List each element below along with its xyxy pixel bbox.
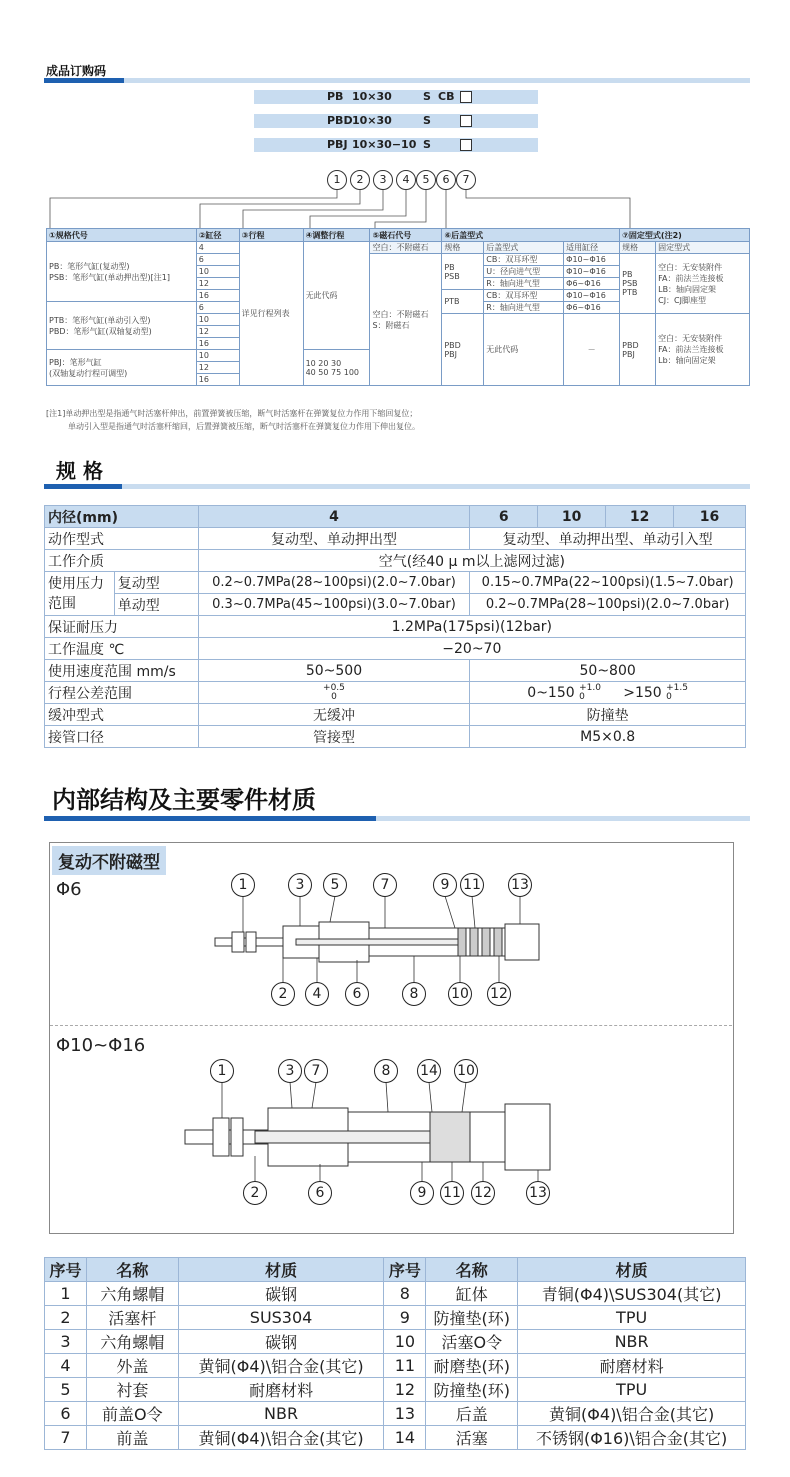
order-model-1: PB	[327, 90, 344, 103]
order-title: 成品订购码	[46, 64, 107, 78]
spec-pressure-single-label: 单动型	[114, 594, 198, 616]
spec-th-6: 6	[470, 506, 538, 528]
callout-a-bottom: 12	[487, 982, 511, 1006]
order-model-2: PBD	[327, 114, 353, 127]
spec-tolerance-label: 行程公差范围	[45, 682, 199, 704]
callout-a-bottom: 10	[448, 982, 472, 1006]
order-cap-spec-3: PBD PBJ	[442, 314, 484, 386]
spec-tolerance-b-lower: 0	[579, 691, 585, 702]
callout-b-top: 10	[454, 1059, 478, 1083]
order-model-group-1: PB：笔形气缸(复动型) PSB：笔形气缸(单动押出型)[注1]	[47, 242, 197, 302]
callout-a-top: 11	[460, 873, 484, 897]
order-cap-item: R：轴向进气型	[484, 302, 564, 314]
spec-tolerance-a-lower: 0	[331, 691, 337, 702]
order-cap-item: CB：双耳环型	[484, 254, 564, 266]
parts-th-material: 材质	[178, 1258, 384, 1282]
order-stroke: 详见行程列表	[239, 242, 303, 386]
parts-cell: 11	[384, 1354, 426, 1378]
callout-b-top: 7	[304, 1059, 328, 1083]
structure-panel-title: 复动不附磁型	[52, 846, 166, 875]
order-th-mount: ⑦固定型式(注2)	[620, 229, 750, 242]
spec-medium-value: 空气(经40 μ m以上滤网过滤)	[198, 550, 745, 572]
parts-cell: 前盖	[86, 1426, 178, 1450]
order-bore: 10	[196, 266, 239, 278]
callout-a-top: 3	[288, 873, 312, 897]
parts-cell: 后盖	[426, 1402, 518, 1426]
parts-th-no-2: 序号	[384, 1258, 426, 1282]
spec-tolerance-a-upper: +0.5	[323, 682, 345, 693]
order-bore: 6	[196, 254, 239, 266]
parts-cell: 3	[45, 1330, 87, 1354]
order-circle-1: 1	[327, 170, 347, 190]
spec-th-10: 10	[538, 506, 606, 528]
order-th-adjust: ④调整行程	[303, 229, 370, 242]
spec-cushion-b: 防撞垫	[470, 704, 746, 726]
order-cap-spec-2: PTB	[442, 290, 484, 314]
structure-title: 内部结构及主要零件材质	[52, 786, 316, 814]
spec-speed-label: 使用速度范围 mm/s	[45, 660, 199, 682]
callout-a-bottom: 2	[271, 982, 295, 1006]
callout-a-bottom: 4	[305, 982, 329, 1006]
parts-cell: 防撞垫(环)	[426, 1306, 518, 1330]
order-magnet-sub: 空白：不附磁石	[370, 242, 442, 254]
order-model-group-3: PBJ：笔形气缸 (双轴复动行程可调型)	[47, 350, 197, 386]
spec-th-4: 4	[198, 506, 470, 528]
order-s-1: S	[423, 90, 431, 103]
order-mount-spec-1: PB PSB PTB	[620, 254, 656, 314]
order-size-3: 10×30−10	[352, 138, 417, 151]
spec-speed-b: 50~800	[470, 660, 746, 682]
order-bore: 12	[196, 362, 239, 374]
order-mount-spec-2: PBD PBJ	[620, 314, 656, 386]
spec-cushion-label: 缓冲型式	[45, 704, 199, 726]
parts-cell: 碳钢	[178, 1330, 384, 1354]
parts-cell: 6	[45, 1402, 87, 1426]
order-cap-bore: －	[564, 314, 620, 386]
callout-b-top: 1	[210, 1059, 234, 1083]
spec-proof-label: 保证耐压力	[45, 616, 199, 638]
spec-port-a: 管接型	[198, 726, 470, 748]
spec-action-label: 动作型式	[45, 528, 199, 550]
order-note-1: [注1]单动押出型是指通气时活塞杆伸出，前置弹簧被压缩，断气时活塞杆在弹簧复位力作用下缩回复位；	[46, 409, 418, 418]
spec-action-b: 复动型、单动押出型、单动引入型	[470, 528, 746, 550]
parts-cell: 耐磨垫(环)	[426, 1354, 518, 1378]
parts-cell: NBR	[518, 1330, 746, 1354]
callout-b-bottom: 2	[243, 1181, 267, 1205]
spec-th-bore: 内径(mm)	[45, 506, 199, 528]
order-circle-5: 5	[416, 170, 436, 190]
order-circle-3: 3	[373, 170, 393, 190]
order-circle-4: 4	[396, 170, 416, 190]
spec-temp-label: 工作温度 ℃	[45, 638, 199, 660]
order-cap-item: CB：双耳环型	[484, 290, 564, 302]
parts-cell: 7	[45, 1426, 87, 1450]
parts-table	[44, 1257, 746, 1450]
order-adjust-vals: 10 20 30 40 50 75 100	[303, 350, 370, 386]
order-model-group-2: PTB：笔形气缸(单动引入型) PBD：笔形气缸(双轴复动型)	[47, 302, 197, 350]
order-cap-bore-sub: 适用缸径	[564, 242, 620, 254]
parts-cell: 六角螺帽	[86, 1282, 178, 1306]
spec-th-16: 16	[674, 506, 746, 528]
callout-a-top: 7	[373, 873, 397, 897]
parts-cell: 前盖O令	[86, 1402, 178, 1426]
parts-cell: 8	[384, 1282, 426, 1306]
order-th-cap: ⑥后盖型式	[442, 229, 620, 242]
table-row	[45, 1426, 746, 1450]
order-bore: 16	[196, 290, 239, 302]
spec-port-b: M5×0.8	[470, 726, 746, 748]
order-cap-bore: Φ6~Φ16	[564, 302, 620, 314]
callout-a-bottom: 6	[345, 982, 369, 1006]
order-cap-bore: Φ6~Φ16	[564, 278, 620, 290]
order-bore: 6	[196, 302, 239, 314]
order-bore: 4	[196, 242, 239, 254]
order-bore: 16	[196, 374, 239, 386]
order-model-3: PBJ	[327, 138, 348, 151]
order-cap-type-sub: 后盖型式	[484, 242, 564, 254]
callout-b-top: 3	[278, 1059, 302, 1083]
callout-a-top: 13	[508, 873, 532, 897]
spec-pressure-double-label: 复动型	[114, 572, 198, 594]
parts-cell: 青铜(Φ4)\SUS304(其它)	[518, 1282, 746, 1306]
parts-cell: 黄铜(Φ4)\铝合金(其它)	[178, 1354, 384, 1378]
parts-cell: 10	[384, 1330, 426, 1354]
order-mount-text-1: 空白：无安装附件 FA：前法兰连接板 LB：轴向固定架 CJ：CJ脚座型	[656, 254, 750, 314]
order-cap-item: R：轴向进气型	[484, 278, 564, 290]
parts-cell: 2	[45, 1306, 87, 1330]
spec-pressure-single-a: 0.3~0.7MPa(45~100psi)(3.0~7.0bar)	[198, 594, 470, 616]
spec-speed-a: 50~500	[198, 660, 470, 682]
order-cap-item: U：径向进气型	[484, 266, 564, 278]
order-cap-item: 无此代码	[484, 314, 564, 386]
spec-tolerance-c-lower: 0	[666, 691, 672, 702]
order-bore: 10	[196, 350, 239, 362]
order-cap-spec-1: PB PSB	[442, 254, 484, 290]
callout-b-bottom: 9	[410, 1181, 434, 1205]
order-bore: 16	[196, 338, 239, 350]
parts-cell: 4	[45, 1354, 87, 1378]
parts-cell: 外盖	[86, 1354, 178, 1378]
spec-temp-value: −20~70	[198, 638, 745, 660]
spec-tolerance-c-upper: +1.5	[666, 682, 688, 693]
parts-cell: 碳钢	[178, 1282, 384, 1306]
table-row	[45, 1282, 746, 1306]
parts-th-material-2: 材质	[518, 1258, 746, 1282]
parts-cell: 缸体	[426, 1282, 518, 1306]
order-th-stroke: ③行程	[239, 229, 303, 242]
parts-cell: 耐磨材料	[178, 1378, 384, 1402]
spec-pressure-single-b: 0.2~0.7MPa(28~100psi)(2.0~7.0bar)	[470, 594, 746, 616]
structure-label-phi10-16: Φ10~Φ16	[56, 1035, 146, 1056]
parts-cell: 13	[384, 1402, 426, 1426]
order-th-spec: ①规格代号	[47, 229, 197, 242]
callout-a-top: 9	[433, 873, 457, 897]
callout-a-top: 1	[231, 873, 255, 897]
parts-cell: 活塞杆	[86, 1306, 178, 1330]
parts-cell: 活塞	[426, 1426, 518, 1450]
parts-cell: TPU	[518, 1306, 746, 1330]
parts-th-no: 序号	[45, 1258, 87, 1282]
parts-cell: SUS304	[178, 1306, 384, 1330]
parts-cell: 9	[384, 1306, 426, 1330]
parts-cell: 黄铜(Φ4)\铝合金(其它)	[178, 1426, 384, 1450]
parts-th-name: 名称	[86, 1258, 178, 1282]
order-cap-bore: Φ10~Φ16	[564, 290, 620, 302]
table-row	[45, 1330, 746, 1354]
parts-cell: 1	[45, 1282, 87, 1306]
callout-b-top: 8	[374, 1059, 398, 1083]
parts-cell: 黄铜(Φ4)\铝合金(其它)	[518, 1402, 746, 1426]
spec-pressure-label: 使用压力范围	[45, 572, 115, 616]
callout-a-top: 5	[323, 873, 347, 897]
spec-pressure-double-b: 0.15~0.7MPa(22~100psi)(1.5~7.0bar)	[470, 572, 746, 594]
order-mount-text-2: 空白：无安装附件 FA：前法兰连接板 Lb：轴向固定架	[656, 314, 750, 386]
order-size-1: 10×30	[352, 90, 392, 103]
spec-action-a: 复动型、单动押出型	[198, 528, 470, 550]
spec-cushion-a: 无缓冲	[198, 704, 470, 726]
spec-title: 规 格	[56, 459, 103, 483]
order-bore: 12	[196, 326, 239, 338]
order-mount-spec-sub: 规格	[620, 242, 656, 254]
order-cap-bore: Φ10~Φ16	[564, 254, 620, 266]
order-th-magnet: ⑤磁石代号	[370, 229, 442, 242]
order-cap-bore: Φ10~Φ16	[564, 266, 620, 278]
parts-cell: 衬套	[86, 1378, 178, 1402]
callout-b-top: 14	[417, 1059, 441, 1083]
spec-pressure-double-a: 0.2~0.7MPa(28~100psi)(2.0~7.0bar)	[198, 572, 470, 594]
parts-cell: NBR	[178, 1402, 384, 1426]
spec-tolerance-b1: 0~150	[527, 684, 575, 701]
parts-cell: 防撞垫(环)	[426, 1378, 518, 1402]
spec-proof-value: 1.2MPa(175psi)(12bar)	[198, 616, 745, 638]
order-note-2: 单动引入型是指通气时活塞杆缩回，后置弹簧被压缩，断气时活塞杆在弹簧复位力作用下伸出复位。	[68, 422, 420, 431]
parts-cell: 不锈钢(Φ16)\铝合金(其它)	[518, 1426, 746, 1450]
callout-b-bottom: 6	[308, 1181, 332, 1205]
order-bore: 12	[196, 278, 239, 290]
order-size-2: 10×30	[352, 114, 392, 127]
parts-cell: 12	[384, 1378, 426, 1402]
spec-th-12: 12	[606, 506, 674, 528]
callout-b-bottom: 11	[440, 1181, 464, 1205]
parts-cell: 活塞O令	[426, 1330, 518, 1354]
order-s-2: S	[423, 114, 431, 127]
parts-cell: 14	[384, 1426, 426, 1450]
spec-tolerance-b-upper: +1.0	[579, 682, 601, 693]
spec-port-label: 接管口径	[45, 726, 199, 748]
table-row	[45, 1402, 746, 1426]
callout-a-bottom: 8	[402, 982, 426, 1006]
order-circle-7: 7	[456, 170, 476, 190]
table-row	[45, 1378, 746, 1402]
order-adjust-none: 无此代码	[303, 242, 370, 350]
structure-label-phi6: Φ6	[56, 879, 82, 900]
parts-cell: 5	[45, 1378, 87, 1402]
callout-b-bottom: 13	[526, 1181, 550, 1205]
parts-th-name-2: 名称	[426, 1258, 518, 1282]
order-cap-spec-sub: 规格	[442, 242, 484, 254]
table-row	[45, 1306, 746, 1330]
spec-tolerance-b2: >150	[623, 684, 662, 701]
parts-cell: TPU	[518, 1378, 746, 1402]
order-mount-type-sub: 固定型式	[656, 242, 750, 254]
order-circle-6: 6	[436, 170, 456, 190]
parts-cell: 六角螺帽	[86, 1330, 178, 1354]
callout-b-bottom: 12	[471, 1181, 495, 1205]
spec-medium-label: 工作介质	[45, 550, 199, 572]
order-cb-1: CB	[438, 90, 455, 103]
order-th-bore: ②缸径	[196, 229, 239, 242]
order-circle-2: 2	[350, 170, 370, 190]
parts-cell: 耐磨材料	[518, 1354, 746, 1378]
order-s-3: S	[423, 138, 431, 151]
order-bore: 10	[196, 314, 239, 326]
table-row	[45, 1354, 746, 1378]
order-magnet: 空白：不附磁石 S：附磁石	[370, 254, 442, 386]
